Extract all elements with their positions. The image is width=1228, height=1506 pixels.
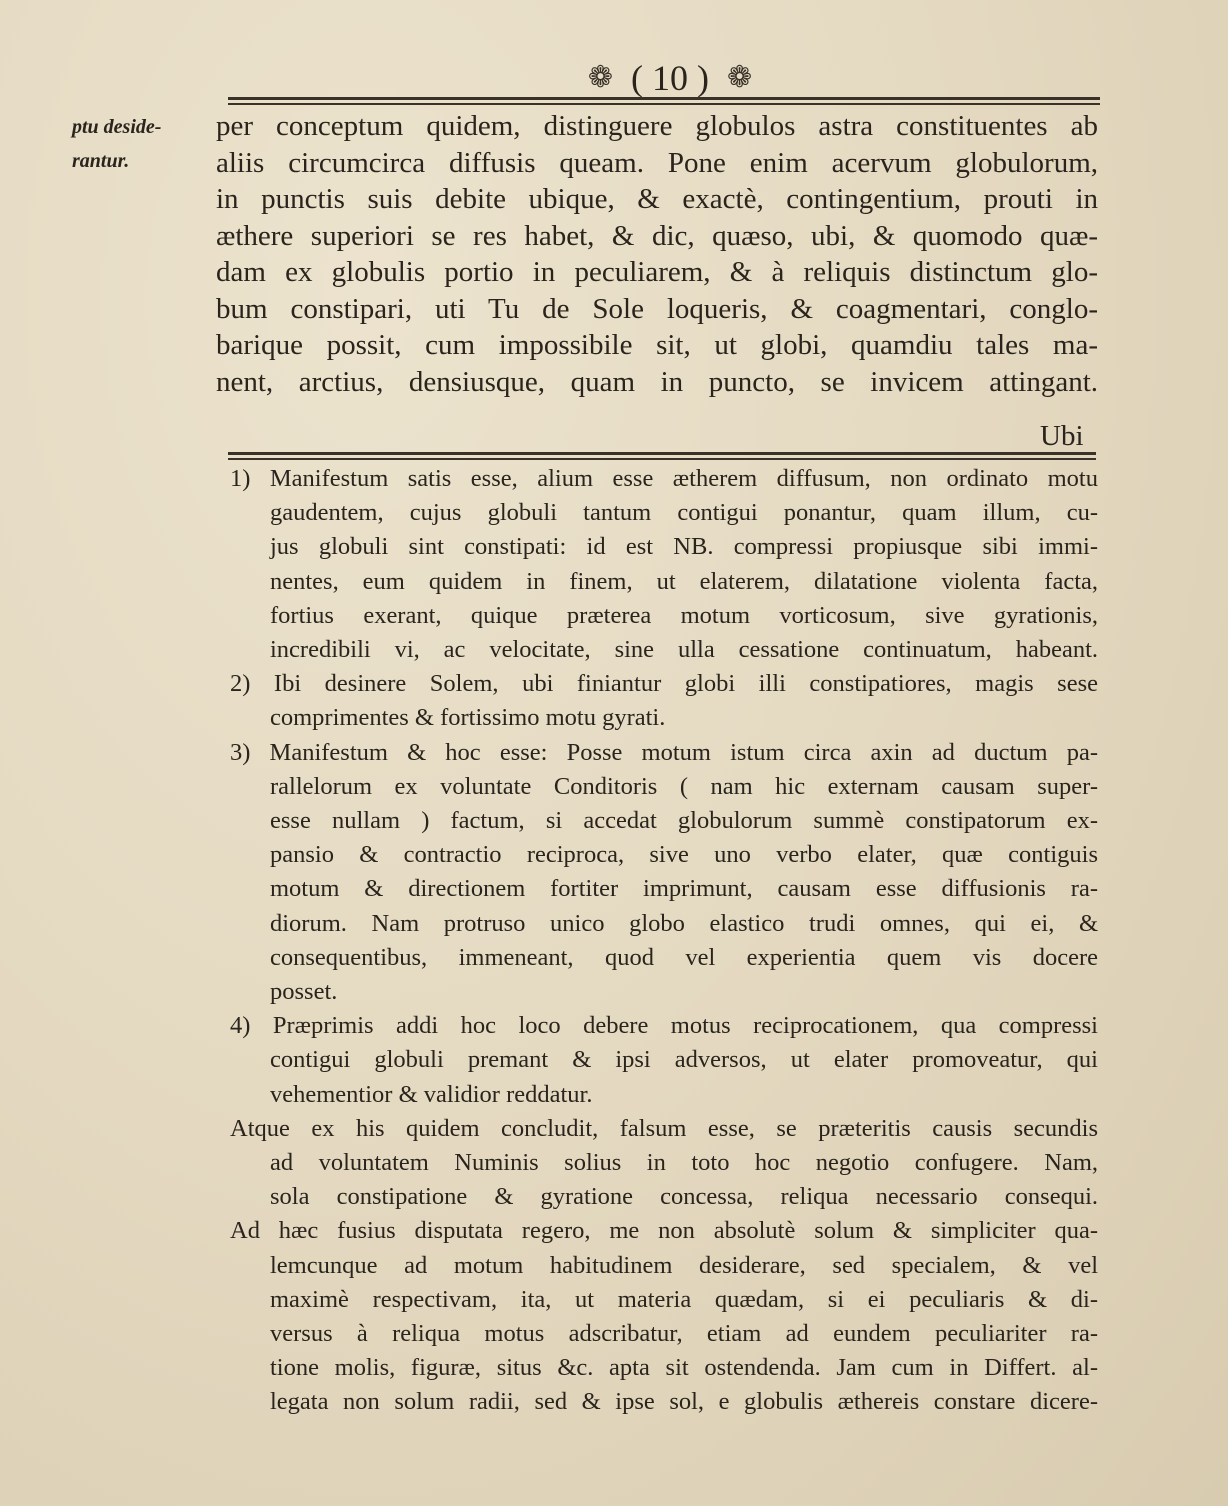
margin-note: ptu deside- rantur. bbox=[72, 116, 162, 172]
note-line: 3) Manifestum & hoc esse: Posse motum istum circa axin ad ductum pa- bbox=[230, 738, 1098, 766]
note-line: fortius exerant, quique præterea motum vorticosum, sive gyrationis, bbox=[270, 601, 1098, 629]
note-line: esse nullam ) factum, si accedat globulorum summè constipatorum ex- bbox=[270, 807, 1098, 835]
note-line: diorum. Nam protruso unico globo elastico trudi omnes, qui ei, & bbox=[270, 909, 1098, 937]
note-line: incredibili vi, ac velocitate, sine ulla cessatione continuatum, habeant. bbox=[270, 636, 1098, 664]
note-line: Ad hæc fusius disputata regero, me non absolutè solum & simpliciter qua- bbox=[230, 1217, 1098, 1245]
note-line: jus globuli sint constipati: id est NB. compressi propiusque sibi immi- bbox=[270, 533, 1098, 561]
footnote-rule-thin bbox=[228, 458, 1096, 460]
note-line: contigui globuli premant & ipsi adversos, ut elater promoveatur, qui bbox=[270, 1046, 1098, 1074]
note-line: pansio & contractio reciproca, sive uno verbo elater, quæ contiguis bbox=[270, 841, 1098, 869]
footnotes-block bbox=[230, 462, 1098, 1420]
note-line: ad voluntatem Numinis solius in toto hoc negotio confugere. Nam, bbox=[270, 1149, 1098, 1177]
note-line: Atque ex his quidem concludit, falsum esse, se præteritis causis secundis bbox=[230, 1114, 1098, 1142]
header-rule-thin bbox=[228, 103, 1100, 105]
note-line: legata non solum radii, sed & ipse sol, e globulis æthereis constare dicere- bbox=[270, 1388, 1098, 1416]
note-line: 1) Manifestum satis esse, alium esse ætherem diffusum, non ordinato motu bbox=[230, 465, 1098, 492]
text-line: dam ex globulis portio in peculiarem, & à reliquis distinctum glo- bbox=[216, 256, 1098, 288]
text-line: barique possit, cum impossibile sit, ut globi, quamdiu tales ma- bbox=[216, 329, 1098, 361]
note-line: rallelorum ex voluntate Conditoris ( nam hic externam causam super- bbox=[270, 772, 1098, 800]
text-line: bum constipari, uti Tu de Sole loqueris, & coagmentari, conglo- bbox=[216, 292, 1098, 325]
note-line: maximè respectivam, ita, ut materia quædam, si ei peculiaris & di- bbox=[270, 1285, 1098, 1313]
note-line: lemcunque ad motum habitudinem desiderare, sed specialem, & vel bbox=[270, 1251, 1098, 1279]
note-line: vehementior & validior reddatur. bbox=[270, 1080, 593, 1108]
text-line: aliis circumcirca diffusis queam. Pone enim acervum globulorum, bbox=[216, 146, 1098, 179]
main-text-block bbox=[216, 108, 1098, 400]
note-line: 2) Ibi desinere Solem, ubi finiantur globi illi constipatiores, magis sese bbox=[230, 670, 1098, 698]
text-line: in punctis suis debite ubique, & exactè, contingentium, prouti in bbox=[216, 183, 1098, 215]
note-line: gaudentem, cujus globuli tantum contigui ponantur, quam illum, cu- bbox=[270, 499, 1098, 527]
note-line: consequentibus, immeneant, quod vel experientia quem vis docere bbox=[270, 943, 1098, 971]
flower-ornament-icon: ❁ bbox=[726, 61, 753, 94]
flower-ornament-icon: ❁ bbox=[587, 61, 613, 94]
note-line: comprimentes & fortissimo motu gyrati. bbox=[270, 704, 666, 732]
page-number: ( 10 ) bbox=[631, 58, 709, 98]
running-header bbox=[560, 58, 780, 98]
note-line: versus à reliqua motus adscribatur, etiam ad eundem peculiariter ra- bbox=[270, 1320, 1098, 1348]
text-line: æthere superiori se res habet, & dic, quæso, ubi, & quomodo quæ- bbox=[216, 219, 1098, 252]
text-line: nent, arctius, densiusque, quam in puncto, se invicem attingant. bbox=[216, 365, 1098, 398]
catchword: Ubi bbox=[1040, 420, 1084, 452]
note-line: posset. bbox=[270, 978, 338, 1006]
header-rule bbox=[228, 97, 1100, 100]
note-line: nentes, eum quidem in finem, ut elaterem, dilatatione violenta facta, bbox=[270, 567, 1098, 595]
note-line: motum & directionem fortiter imprimunt, causam esse diffusionis ra- bbox=[270, 875, 1098, 903]
note-line: 4) Præprimis addi hoc loco debere motus reciprocationem, qua compressi bbox=[230, 1012, 1098, 1040]
note-line: tione molis, figuræ, situs &c. apta sit ostendenda. Jam cum in Differt. al- bbox=[270, 1354, 1098, 1382]
text-line: per conceptum quidem, distinguere globulos astra constituentes ab bbox=[216, 110, 1098, 142]
note-line: sola constipatione & gyratione concessa, reliqua necessario consequi. bbox=[270, 1183, 1098, 1211]
footnote-rule bbox=[228, 452, 1096, 455]
